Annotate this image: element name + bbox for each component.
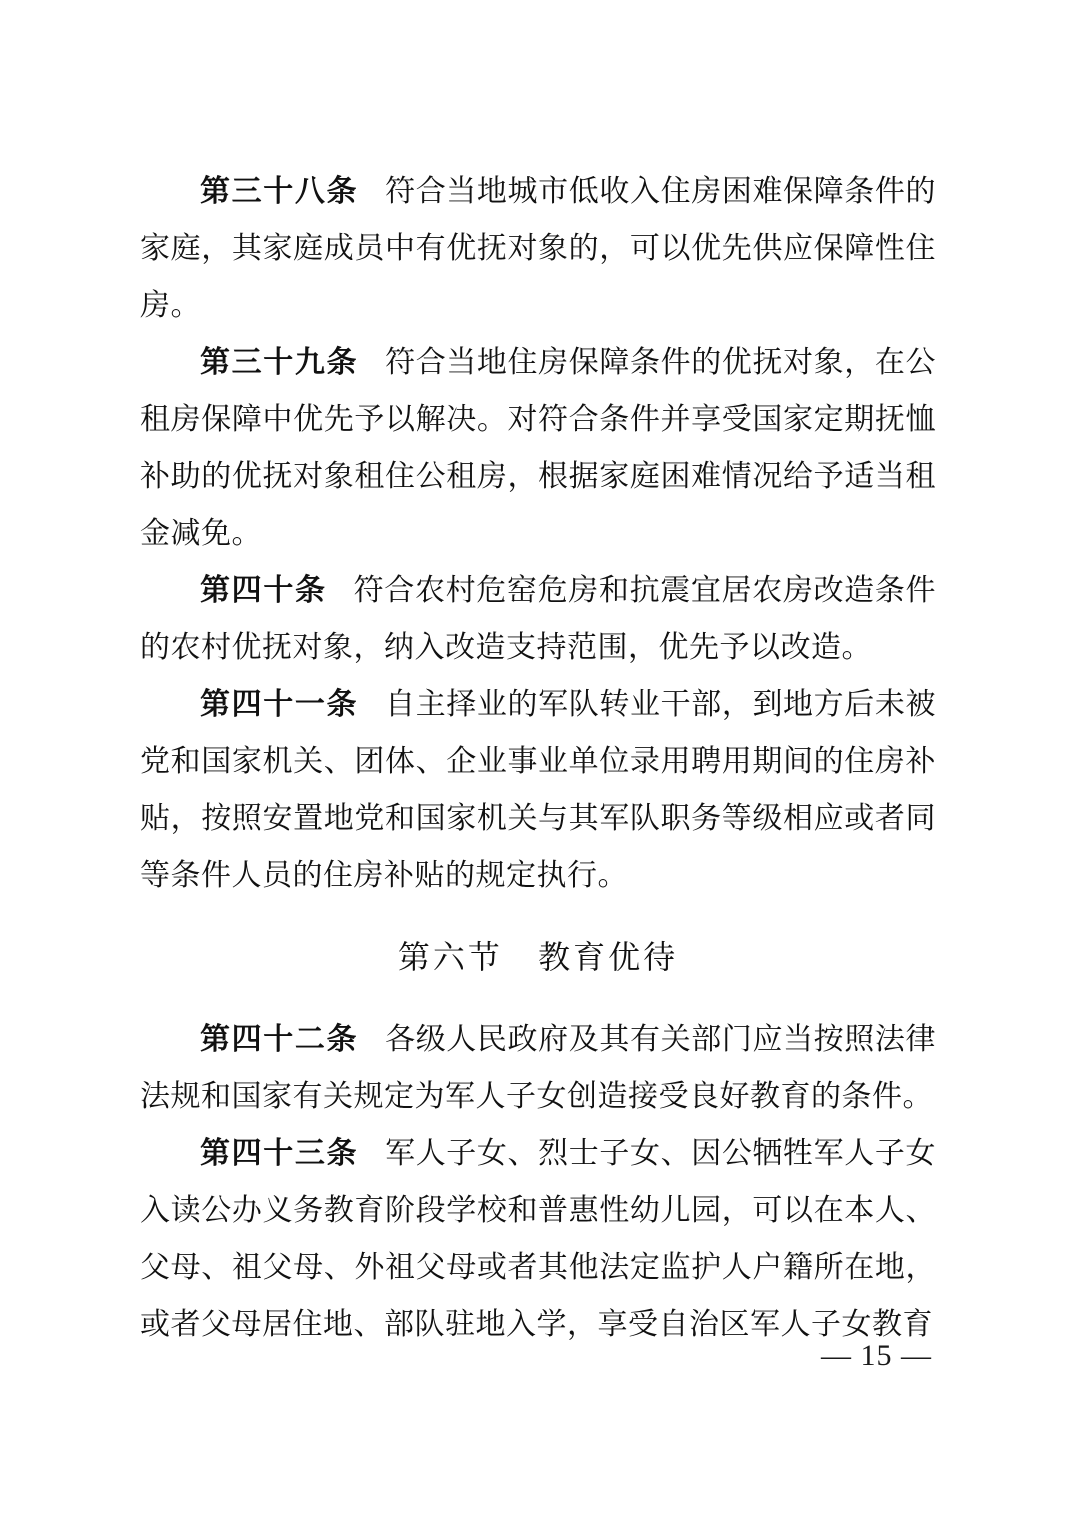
section-title: 教育优待 — [538, 939, 679, 975]
article-40-number: 第四十条 — [200, 574, 327, 607]
article-43-paragraph — [140, 1125, 936, 1353]
article-38-text: 符合当地城市低收入住房困难保障条件的家庭，其家庭成员中有优抚对象的，可以优先供应保障性住房。 — [140, 175, 937, 322]
article-39-number: 第三十九条 — [200, 346, 359, 379]
article-42-number: 第四十二条 — [200, 1023, 359, 1056]
page-number: — 15 — — [821, 1339, 932, 1372]
article-41-paragraph — [140, 676, 936, 904]
article-38-paragraph — [140, 163, 936, 334]
section-label: 第六节 — [397, 939, 503, 975]
article-39-paragraph — [140, 334, 936, 562]
article-39-text: 符合当地住房保障条件的优抚对象，在公租房保障中优先予以解决。对符合条件并享受国家定期抚恤补助的优抚对象租住公租房，根据家庭困难情况给予适当租金减免。 — [140, 346, 937, 550]
article-43-number: 第四十三条 — [200, 1137, 359, 1170]
article-42-text: 各级人民政府及其有关部门应当按照法律法规和国家有关规定为军人子女创造接受良好教育的条件。 — [140, 1023, 937, 1113]
article-41-text: 自主择业的军队转业干部，到地方后未被党和国家机关、团体、企业事业单位录用聘用期间的住房补贴，按照安置地党和国家机关与其军队职务等级相应或者同等条件人员的住房补贴的规定执行。 — [140, 688, 937, 892]
article-40-text: 符合农村危窑危房和抗震宜居农房改造条件的农村优抚对象，纳入改造支持范围，优先予以改造。 — [140, 574, 937, 664]
article-43-text: 军人子女、烈士子女、因公牺牲军人子女入读公办义务教育阶段学校和普惠性幼儿园，可以在本人、父母、祖父母、外祖父母或者其他法定监护人户籍所在地，或者父母居住地、部队驻地入学，享受自治区军人子女教育 — [140, 1137, 937, 1341]
article-42-paragraph — [140, 1011, 936, 1125]
article-41-number: 第四十一条 — [200, 688, 359, 721]
article-38-number: 第三十八条 — [200, 175, 359, 208]
section-heading — [140, 929, 936, 986]
article-40-paragraph — [140, 562, 936, 676]
document-body — [140, 163, 936, 1353]
